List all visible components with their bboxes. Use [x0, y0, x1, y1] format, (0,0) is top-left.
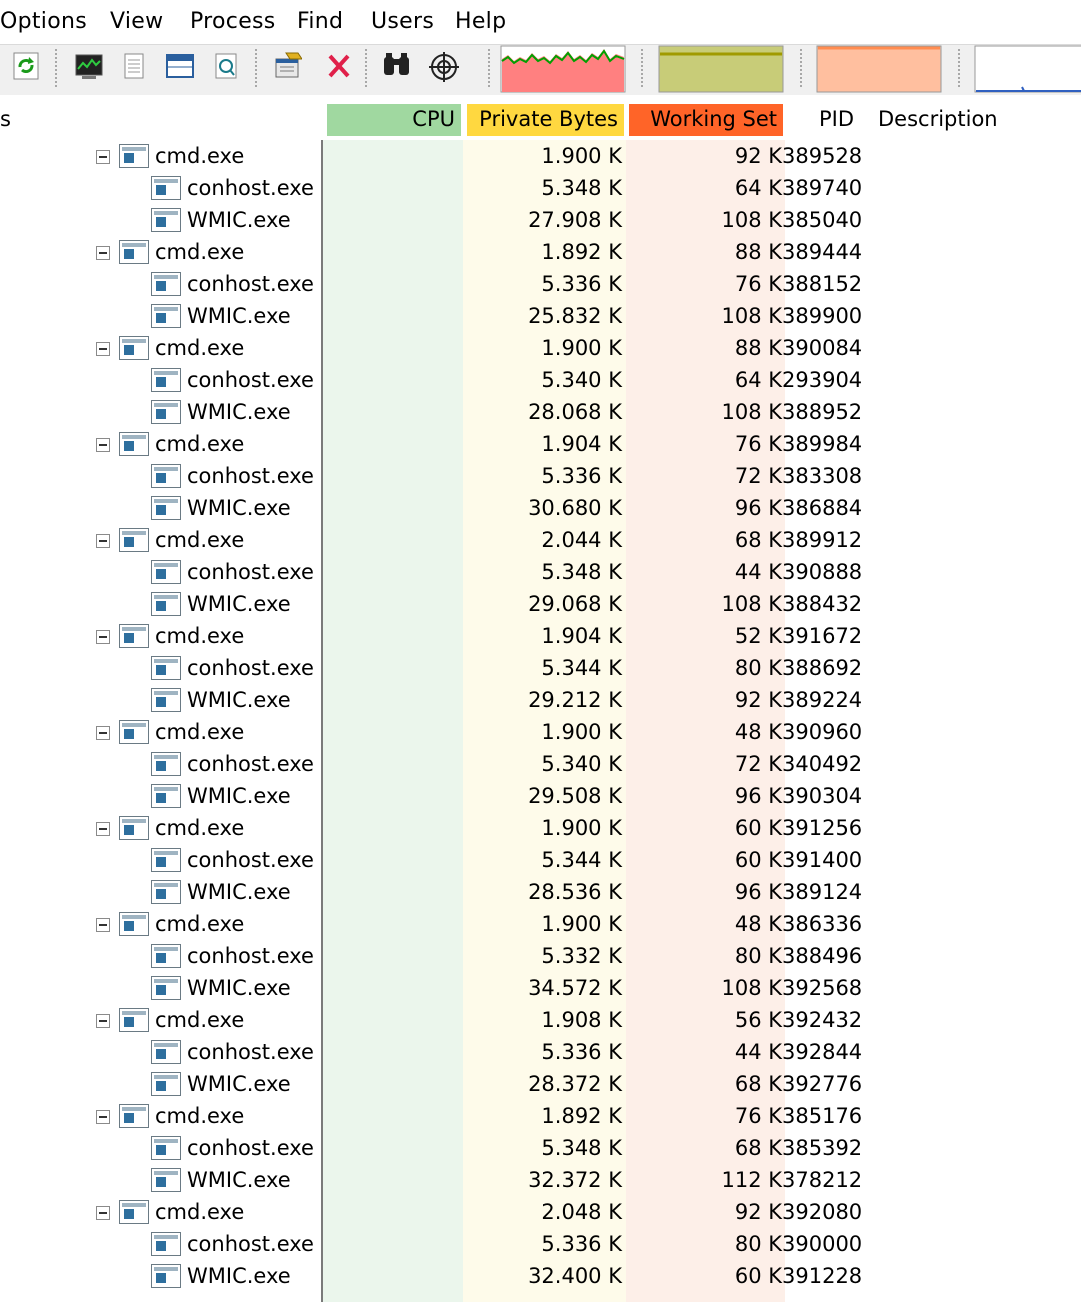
process-name: WMIC.exe	[187, 688, 291, 712]
private-bytes-value: 1.900 K	[541, 144, 622, 168]
working-set-value: 108 K	[721, 208, 782, 232]
process-icon	[151, 272, 181, 296]
private-bytes-value: 1.900 K	[541, 912, 622, 936]
process-name: WMIC.exe	[187, 784, 291, 808]
working-set-value: 72 K	[734, 752, 782, 776]
process-row[interactable]	[0, 396, 1081, 428]
collapse-toggle-icon[interactable]	[96, 534, 110, 548]
working-set-value: 88 K	[734, 336, 782, 360]
collapse-toggle-icon[interactable]	[96, 150, 110, 164]
process-row[interactable]	[0, 1036, 1081, 1068]
pid-value: 386884	[782, 496, 863, 520]
process-row[interactable]	[0, 684, 1081, 716]
pid-value: 392776	[782, 1072, 863, 1096]
pid-value: 392432	[782, 1008, 863, 1032]
collapse-toggle-icon[interactable]	[96, 822, 110, 836]
process-row[interactable]	[0, 1164, 1081, 1196]
collapse-toggle-icon[interactable]	[96, 1014, 110, 1028]
pid-value: 389444	[782, 240, 863, 264]
process-row[interactable]	[0, 172, 1081, 204]
process-icon	[151, 368, 181, 392]
working-set-value: 44 K	[734, 1040, 782, 1064]
pid-value: 388692	[782, 656, 863, 680]
pid-value: 389224	[782, 688, 863, 712]
window-icon[interactable]	[165, 51, 195, 81]
process-icon	[119, 144, 149, 168]
process-icon	[119, 336, 149, 360]
private-bytes-value: 34.572 K	[528, 976, 622, 1000]
process-row[interactable]	[0, 140, 1081, 172]
process-row[interactable]	[0, 1132, 1081, 1164]
header-pid[interactable]: PID	[818, 107, 854, 131]
process-row[interactable]	[0, 428, 1081, 460]
pid-value: 385176	[782, 1104, 863, 1128]
process-row[interactable]	[0, 236, 1081, 268]
process-icon	[119, 912, 149, 936]
find-icon[interactable]	[381, 51, 411, 81]
working-set-value: 80 K	[734, 944, 782, 968]
private-bytes-value: 5.336 K	[541, 1232, 622, 1256]
working-set-value: 76 K	[734, 1104, 782, 1128]
pid-value: 385040	[782, 208, 863, 232]
private-bytes-value: 5.340 K	[541, 752, 622, 776]
private-bytes-value: 1.908 K	[541, 1008, 622, 1032]
private-bytes-value: 28.068 K	[528, 400, 622, 424]
working-set-value: 108 K	[721, 304, 782, 328]
refresh-icon[interactable]	[12, 51, 42, 81]
working-set-value: 92 K	[734, 688, 782, 712]
private-bytes-value: 5.336 K	[541, 464, 622, 488]
pid-value: 391256	[782, 816, 863, 840]
gpu-graph[interactable]	[974, 45, 1081, 91]
private-bytes-value: 28.536 K	[528, 880, 622, 904]
toolbar-separator	[365, 49, 367, 87]
process-name: conhost.exe	[187, 560, 314, 584]
collapse-toggle-icon[interactable]	[96, 342, 110, 356]
process-name: conhost.exe	[187, 272, 314, 296]
pid-value: 388952	[782, 400, 863, 424]
process-icon	[151, 848, 181, 872]
process-row[interactable]	[0, 1260, 1081, 1292]
process-properties-icon[interactable]	[272, 51, 302, 81]
process-row[interactable]	[0, 556, 1081, 588]
private-bytes-value: 29.508 K	[528, 784, 622, 808]
process-name: WMIC.exe	[187, 1072, 291, 1096]
working-set-value: 92 K	[734, 144, 782, 168]
process-row[interactable]	[0, 652, 1081, 684]
private-bytes-value: 28.372 K	[528, 1072, 622, 1096]
process-icon	[151, 464, 181, 488]
pid-value: 388152	[782, 272, 863, 296]
working-set-value: 108 K	[721, 976, 782, 1000]
pid-value: 392080	[782, 1200, 863, 1224]
collapse-toggle-icon[interactable]	[96, 918, 110, 932]
working-set-value: 60 K	[734, 1264, 782, 1288]
pid-value: 392568	[782, 976, 863, 1000]
menu-process[interactable]: Process	[190, 9, 276, 34]
process-name: WMIC.exe	[187, 400, 291, 424]
toolbar	[0, 44, 1081, 95]
private-bytes-value: 29.212 K	[528, 688, 622, 712]
process-row[interactable]	[0, 620, 1081, 652]
pid-value: 389528	[782, 144, 863, 168]
private-bytes-value: 5.336 K	[541, 272, 622, 296]
collapse-toggle-icon[interactable]	[96, 1206, 110, 1220]
process-name: WMIC.exe	[187, 208, 291, 232]
properties-icon[interactable]	[120, 51, 150, 81]
process-icon	[119, 624, 149, 648]
pid-value: 391672	[782, 624, 863, 648]
process-icon	[119, 240, 149, 264]
process-name: cmd.exe	[155, 816, 245, 840]
process-icon	[151, 176, 181, 200]
working-set-value: 96 K	[734, 496, 782, 520]
process-icon	[119, 720, 149, 744]
private-bytes-value: 5.336 K	[541, 1040, 622, 1064]
menu-help[interactable]: Help	[455, 9, 507, 34]
working-set-value: 68 K	[734, 1136, 782, 1160]
private-bytes-value: 25.832 K	[528, 304, 622, 328]
private-bytes-value: 2.048 K	[541, 1200, 622, 1224]
process-row[interactable]	[0, 332, 1081, 364]
private-bytes-value: 1.904 K	[541, 432, 622, 456]
process-name: conhost.exe	[187, 944, 314, 968]
working-set-value: 96 K	[734, 784, 782, 808]
target-window-icon[interactable]	[428, 51, 458, 81]
process-icon	[119, 528, 149, 552]
toolbar-separator	[958, 49, 960, 87]
collapse-toggle-icon[interactable]	[96, 246, 110, 260]
process-icon	[151, 1168, 181, 1192]
process-row[interactable]	[0, 908, 1081, 940]
io-graph[interactable]	[816, 45, 942, 91]
toolbar-separator	[55, 49, 57, 87]
process-name: cmd.exe	[155, 432, 245, 456]
header-process[interactable]: s	[0, 107, 11, 131]
process-icon	[151, 880, 181, 904]
process-name: conhost.exe	[187, 176, 314, 200]
working-set-value: 88 K	[734, 240, 782, 264]
process-row[interactable]	[0, 460, 1081, 492]
working-set-value: 56 K	[734, 1008, 782, 1032]
process-name: WMIC.exe	[187, 1264, 291, 1288]
pid-value: 389124	[782, 880, 863, 904]
process-row[interactable]	[0, 972, 1081, 1004]
private-bytes-value: 1.900 K	[541, 816, 622, 840]
process-name: WMIC.exe	[187, 880, 291, 904]
working-set-value: 64 K	[734, 176, 782, 200]
pid-value: 392844	[782, 1040, 863, 1064]
working-set-value: 80 K	[734, 656, 782, 680]
working-set-value: 60 K	[734, 816, 782, 840]
process-row[interactable]	[0, 1068, 1081, 1100]
private-bytes-value: 27.908 K	[528, 208, 622, 232]
collapse-toggle-icon[interactable]	[96, 1110, 110, 1124]
working-set-value: 112 K	[721, 1168, 782, 1192]
process-name: cmd.exe	[155, 528, 245, 552]
column-header	[0, 96, 1081, 140]
private-bytes-value: 30.680 K	[528, 496, 622, 520]
system-info-icon[interactable]	[74, 51, 104, 81]
pid-value: 388432	[782, 592, 863, 616]
pid-value: 293904	[782, 368, 863, 392]
cpu-graph[interactable]	[500, 45, 626, 91]
process-icon	[151, 752, 181, 776]
private-bytes-value: 5.340 K	[541, 368, 622, 392]
process-name: conhost.exe	[187, 656, 314, 680]
private-bytes-value: 5.344 K	[541, 848, 622, 872]
working-set-value: 68 K	[734, 1072, 782, 1096]
collapse-toggle-icon[interactable]	[96, 630, 110, 644]
process-name: cmd.exe	[155, 1104, 245, 1128]
process-icon	[119, 1104, 149, 1128]
process-icon	[151, 688, 181, 712]
pid-value: 383308	[782, 464, 863, 488]
menu-bar	[0, 0, 1081, 44]
working-set-value: 52 K	[734, 624, 782, 648]
process-icon	[151, 1264, 181, 1288]
private-bytes-value: 1.892 K	[541, 1104, 622, 1128]
pid-value: 340492	[782, 752, 863, 776]
pid-value: 391228	[782, 1264, 863, 1288]
pid-value: 389912	[782, 528, 863, 552]
pid-value: 390304	[782, 784, 863, 808]
process-icon	[119, 816, 149, 840]
process-icon	[151, 496, 181, 520]
private-bytes-value: 29.068 K	[528, 592, 622, 616]
private-bytes-value: 2.044 K	[541, 528, 622, 552]
process-row[interactable]	[0, 1196, 1081, 1228]
pid-value: 388496	[782, 944, 863, 968]
process-icon	[151, 1040, 181, 1064]
process-row[interactable]	[0, 748, 1081, 780]
process-icon	[151, 656, 181, 680]
process-icon	[151, 304, 181, 328]
process-name: cmd.exe	[155, 624, 245, 648]
pid-value: 390960	[782, 720, 863, 744]
process-name: cmd.exe	[155, 912, 245, 936]
collapse-toggle-icon[interactable]	[96, 438, 110, 452]
process-icon	[151, 1136, 181, 1160]
working-set-value: 80 K	[734, 1232, 782, 1256]
process-name: WMIC.exe	[187, 304, 291, 328]
private-bytes-value: 1.900 K	[541, 336, 622, 360]
process-name: cmd.exe	[155, 144, 245, 168]
working-set-value: 48 K	[734, 720, 782, 744]
process-name: conhost.exe	[187, 368, 314, 392]
header-description[interactable]: Description	[878, 107, 998, 131]
working-set-value: 68 K	[734, 528, 782, 552]
working-set-value: 92 K	[734, 1200, 782, 1224]
process-name: conhost.exe	[187, 752, 314, 776]
header-working-set[interactable]: Working Set	[629, 104, 783, 136]
process-name: WMIC.exe	[187, 976, 291, 1000]
process-name: WMIC.exe	[187, 1168, 291, 1192]
process-name: WMIC.exe	[187, 496, 291, 520]
process-row[interactable]	[0, 588, 1081, 620]
process-row[interactable]	[0, 812, 1081, 844]
process-name: conhost.exe	[187, 848, 314, 872]
process-name: conhost.exe	[187, 464, 314, 488]
private-bytes-value: 5.348 K	[541, 1136, 622, 1160]
commit-graph[interactable]	[658, 45, 784, 91]
process-icon	[151, 976, 181, 1000]
private-bytes-value: 32.400 K	[528, 1264, 622, 1288]
process-icon	[151, 944, 181, 968]
process-name: cmd.exe	[155, 1008, 245, 1032]
process-row[interactable]	[0, 300, 1081, 332]
private-bytes-value: 1.904 K	[541, 624, 622, 648]
process-row[interactable]	[0, 1100, 1081, 1132]
process-name: WMIC.exe	[187, 592, 291, 616]
working-set-value: 76 K	[734, 272, 782, 296]
header-cpu[interactable]: CPU	[327, 104, 461, 136]
process-row[interactable]	[0, 876, 1081, 908]
process-row[interactable]	[0, 716, 1081, 748]
process-name: conhost.exe	[187, 1136, 314, 1160]
pid-value: 389740	[782, 176, 863, 200]
pid-value: 378212	[782, 1168, 863, 1192]
process-row[interactable]	[0, 1228, 1081, 1260]
process-icon	[151, 208, 181, 232]
pid-value: 391400	[782, 848, 863, 872]
process-icon	[151, 560, 181, 584]
process-row[interactable]	[0, 364, 1081, 396]
working-set-value: 108 K	[721, 400, 782, 424]
private-bytes-value: 5.344 K	[541, 656, 622, 680]
menu-find[interactable]: Find	[297, 9, 344, 34]
working-set-value: 96 K	[734, 880, 782, 904]
process-row[interactable]	[0, 940, 1081, 972]
toolbar-separator	[641, 49, 643, 87]
pid-value: 390888	[782, 560, 863, 584]
collapse-toggle-icon[interactable]	[96, 726, 110, 740]
process-name: cmd.exe	[155, 240, 245, 264]
toolbar-separator	[488, 49, 490, 87]
header-private-bytes[interactable]: Private Bytes	[467, 104, 624, 136]
pid-value: 386336	[782, 912, 863, 936]
private-bytes-value: 5.348 K	[541, 176, 622, 200]
find-handle-icon[interactable]	[212, 51, 242, 81]
private-bytes-value: 1.892 K	[541, 240, 622, 264]
process-name: conhost.exe	[187, 1040, 314, 1064]
working-set-value: 108 K	[721, 592, 782, 616]
working-set-value: 44 K	[734, 560, 782, 584]
kill-process-icon[interactable]	[325, 51, 355, 81]
process-row[interactable]	[0, 844, 1081, 876]
private-bytes-value: 1.900 K	[541, 720, 622, 744]
process-icon	[119, 1008, 149, 1032]
process-icon	[151, 784, 181, 808]
process-row[interactable]	[0, 780, 1081, 812]
process-name: conhost.exe	[187, 1232, 314, 1256]
menu-options[interactable]: Options	[0, 9, 87, 34]
working-set-value: 64 K	[734, 368, 782, 392]
working-set-value: 76 K	[734, 432, 782, 456]
pid-value: 390084	[782, 336, 863, 360]
pid-value: 385392	[782, 1136, 863, 1160]
menu-view[interactable]: View	[110, 9, 164, 34]
pid-value: 389984	[782, 432, 863, 456]
private-bytes-value: 5.348 K	[541, 560, 622, 584]
process-row[interactable]	[0, 524, 1081, 556]
process-icon	[151, 1072, 181, 1096]
pid-value: 390000	[782, 1232, 863, 1256]
private-bytes-value: 5.332 K	[541, 944, 622, 968]
working-set-value: 72 K	[734, 464, 782, 488]
process-icon	[119, 1200, 149, 1224]
process-row[interactable]	[0, 492, 1081, 524]
process-icon	[151, 400, 181, 424]
process-row[interactable]	[0, 1004, 1081, 1036]
working-set-value: 60 K	[734, 848, 782, 872]
menu-users[interactable]: Users	[371, 9, 435, 34]
process-icon	[119, 432, 149, 456]
process-row[interactable]	[0, 268, 1081, 300]
toolbar-separator	[800, 49, 802, 87]
pid-value: 389900	[782, 304, 863, 328]
process-icon	[151, 592, 181, 616]
toolbar-separator	[255, 49, 257, 87]
working-set-value: 48 K	[734, 912, 782, 936]
process-name: cmd.exe	[155, 720, 245, 744]
process-icon	[151, 1232, 181, 1256]
process-row[interactable]	[0, 204, 1081, 236]
process-name: cmd.exe	[155, 1200, 245, 1224]
private-bytes-value: 32.372 K	[528, 1168, 622, 1192]
process-name: cmd.exe	[155, 336, 245, 360]
